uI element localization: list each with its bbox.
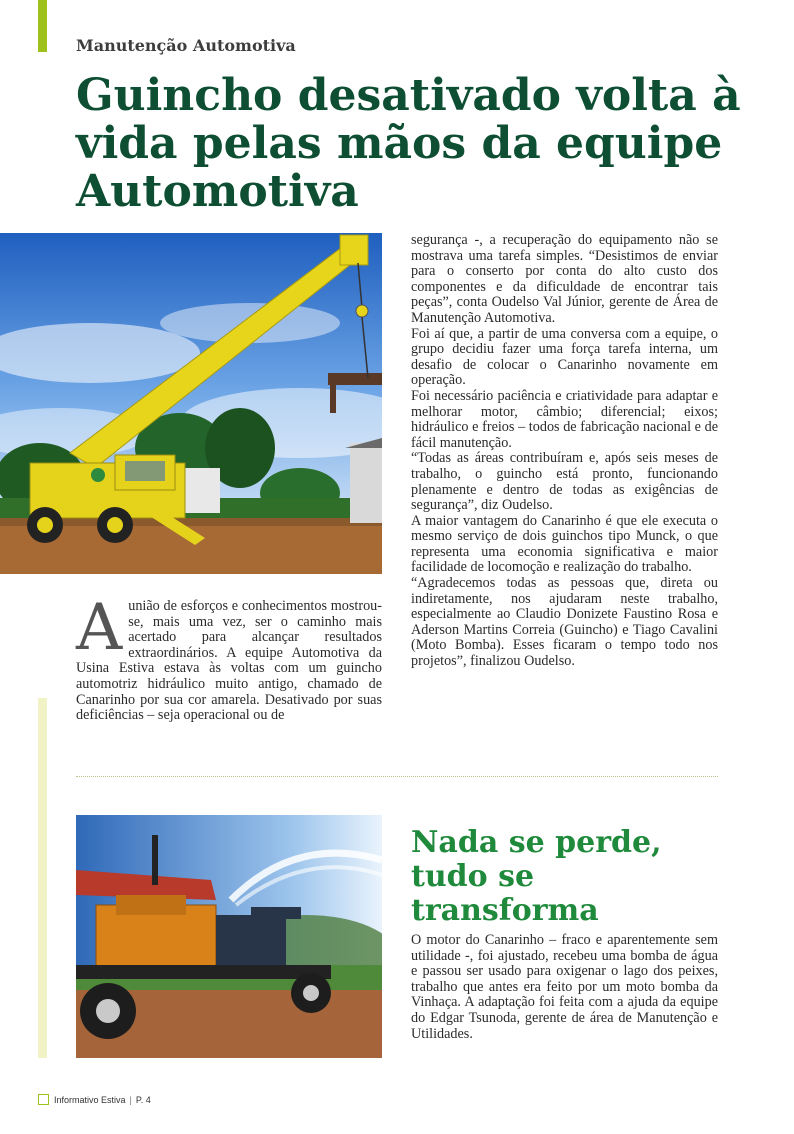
lead-text: união de esforços e conhecimentos mostrou-se, mais uma vez, ser o caminho mais acertado para alcançar resultados extraordinários. A equipe Automotiva da Usina Estiva estava às voltas com um guincho automotriz hidráulico muito antigo, chamado de Canarinho por sua cor amarela. Desativado por suas deficiências – seja operacional ou de bbox=[76, 598, 382, 724]
section-divider bbox=[76, 776, 718, 777]
water-pump-photo bbox=[76, 815, 382, 1058]
paragraph: “Todas as áreas contribuíram e, após seis meses de trabalho, o guincho está pronto, funcionando plenamente e dentro de todas as exigências de segurança”, diz Oudelso. bbox=[411, 450, 718, 514]
side-decoration-bar bbox=[38, 698, 47, 1058]
paragraph: segurança -, a recuperação do equipamento não se mostrava uma tarefa simples. “Desistimos de enviar para o conserto por conta do alto custo dos componentes e da dificuldade de encontrar tais peças”, conta Oudelso Val Júnior, gerente de Área de Manutenção Automotiva. bbox=[411, 232, 718, 326]
footer-publication: Informativo Estiva bbox=[54, 1094, 126, 1105]
page-footer bbox=[38, 1094, 151, 1105]
sub-article-text: O motor do Canarinho – fraco e aparentemente sem utilidade -, foi ajustado, recebeu uma bomba de água e passou ser usado para oxigenar o lago dos peixes, trabalho que antes era feito por um moto bomba da Vinhaça. A adaptação foi feita com a ajuda da equipe do Edgar Tsunoda, gerente de área de Manutenção e Utilidades. bbox=[411, 932, 718, 1042]
lead-paragraph bbox=[76, 591, 382, 724]
accent-bar bbox=[38, 0, 47, 52]
paragraph: A maior vantagem do Canarinho é que ele executa o mesmo serviço de dois guinchos tipo Munck, o que representa uma economia significativa e maior facilidade de locomoção e realização do trabalho. bbox=[411, 512, 718, 576]
drop-cap: A bbox=[76, 591, 123, 665]
section-label: Manutenção Automotiva bbox=[76, 36, 296, 55]
paragraph: “Agradecemos todas as pessoas que, direta ou indiretamente, nos ajudaram neste trabalho, especialmente ao Claudio Donizete Faustino Rosa e Aderson Martins Correia (Guincho) e Tiago Cavalini (Moto Bomba). Esses ficaram o tempo todo nos projetos”, finalizou Oudelso. bbox=[411, 575, 718, 670]
footer-square-icon bbox=[38, 1094, 49, 1105]
paragraph: Foi aí que, a partir de uma conversa com a equipe, o grupo decidiu fazer uma força tarefa interna, um desafio de colocar o Canarinho novamente em operação. bbox=[411, 325, 718, 389]
sub-headline: Nada se perde, tudo se transforma bbox=[411, 825, 662, 928]
footer-page-number: P. 4 bbox=[135, 1094, 151, 1105]
article-headline: Guincho desativado volta à vida pelas mãos da equipe Automotiva bbox=[76, 70, 741, 217]
article-right-column bbox=[411, 233, 718, 670]
crane-photo bbox=[0, 233, 382, 574]
footer-separator: | bbox=[129, 1094, 132, 1105]
paragraph: Foi necessário paciência e criatividade para adaptar e melhorar motor, câmbio; diferencial; eixos; hidráulico e freios – todos de fabricação nacional e de fácil manutenção. bbox=[411, 387, 718, 451]
